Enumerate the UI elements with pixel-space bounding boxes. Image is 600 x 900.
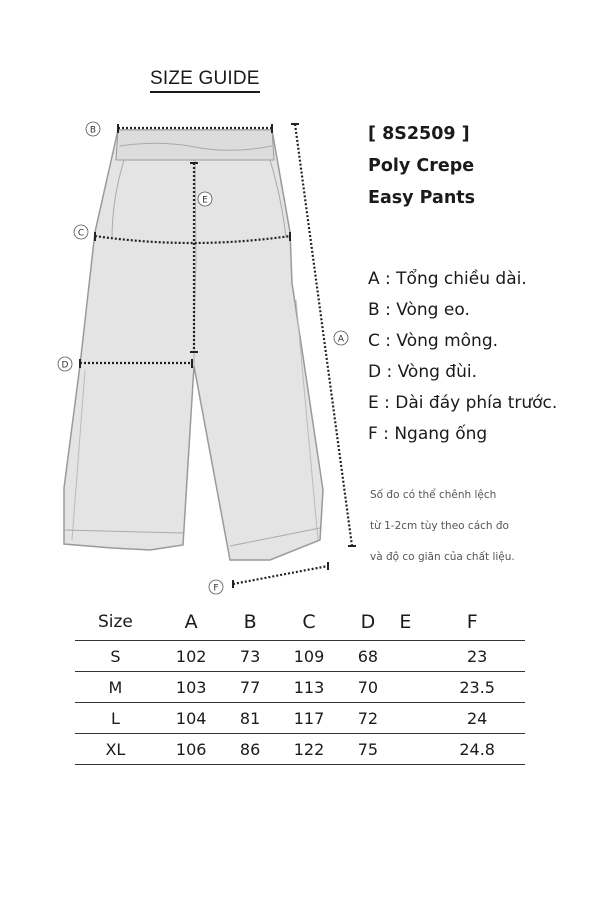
header-c: C	[302, 611, 316, 633]
header-a: A	[184, 611, 198, 633]
legend-item-e: E : Dài đáy phía trước.	[368, 393, 558, 413]
table-row	[75, 672, 525, 703]
legend-item-b: B : Vòng eo.	[368, 300, 470, 320]
header-e: E	[399, 611, 412, 633]
cell-e	[392, 641, 420, 672]
cell-f: 23.5	[459, 677, 495, 697]
product-code: [ 8S2509 ]	[368, 124, 470, 144]
cell-f: 23	[466, 646, 488, 666]
legend-item-a: A : Tổng chiều dài.	[368, 269, 527, 289]
marker-d	[58, 357, 72, 371]
marker-e	[198, 192, 212, 206]
cell-e	[392, 703, 420, 734]
product-name-line1: Poly Crepe	[368, 156, 475, 176]
cell-size: M	[108, 677, 123, 697]
page-title: SIZE GUIDE	[150, 68, 260, 93]
cell-a: 102	[175, 646, 207, 666]
svg-text:A: A	[337, 334, 345, 345]
cell-a: 106	[175, 739, 207, 759]
cell-d: 72	[357, 708, 379, 728]
svg-text:F: F	[213, 583, 219, 594]
cell-c: 113	[293, 677, 325, 697]
marker-b	[86, 122, 100, 136]
legend-item-c: C : Vòng mông.	[368, 331, 499, 351]
legend-item-f: F : Ngang ống	[368, 424, 488, 444]
cell-b: 73	[239, 646, 261, 666]
product-name-line2: Easy Pants	[368, 188, 476, 208]
cell-c: 122	[293, 739, 325, 759]
cell-d: 70	[357, 677, 379, 697]
cell-d: 68	[357, 646, 379, 666]
table-header-row	[75, 604, 525, 641]
svg-text:E: E	[202, 195, 208, 206]
cell-f: 24	[466, 708, 488, 728]
cell-b: 81	[239, 708, 261, 728]
cell-size: S	[110, 646, 121, 666]
note-line: từ 1-2cm tùy theo cách đo	[370, 520, 509, 532]
marker-f	[209, 580, 223, 594]
header-d: D	[360, 611, 376, 633]
measurement-note	[370, 480, 515, 573]
cell-d: 75	[357, 739, 379, 759]
cell-b: 77	[239, 677, 261, 697]
marker-a	[334, 331, 348, 345]
cell-a: 104	[175, 708, 207, 728]
cell-b: 86	[239, 739, 261, 759]
cell-size: XL	[105, 739, 126, 759]
header-size: Size	[97, 612, 133, 632]
header-f: F	[466, 611, 478, 633]
cell-c: 109	[293, 646, 325, 666]
note-line: và độ co giãn của chất liệu.	[370, 551, 515, 563]
note-line: Số đo có thể chênh lệch	[370, 489, 497, 501]
svg-text:B: B	[89, 125, 97, 136]
table-row	[75, 641, 525, 672]
table-row	[75, 734, 525, 765]
cell-size: L	[110, 708, 120, 728]
table-row	[75, 703, 525, 734]
product-info	[368, 118, 475, 214]
marker-c	[74, 225, 88, 239]
cell-e	[392, 734, 420, 765]
svg-text:D: D	[61, 360, 69, 371]
waistband	[116, 130, 274, 160]
measurement-legend	[368, 264, 557, 450]
svg-text:C: C	[77, 228, 85, 239]
cell-e	[392, 672, 420, 703]
cell-f: 24.8	[459, 739, 495, 759]
cell-c: 117	[293, 708, 325, 728]
measure-line-f	[233, 566, 328, 584]
legend-item-d: D : Vòng đùi.	[368, 362, 477, 382]
cell-a: 103	[175, 677, 207, 697]
size-table	[75, 604, 525, 765]
header-b: B	[243, 611, 257, 633]
